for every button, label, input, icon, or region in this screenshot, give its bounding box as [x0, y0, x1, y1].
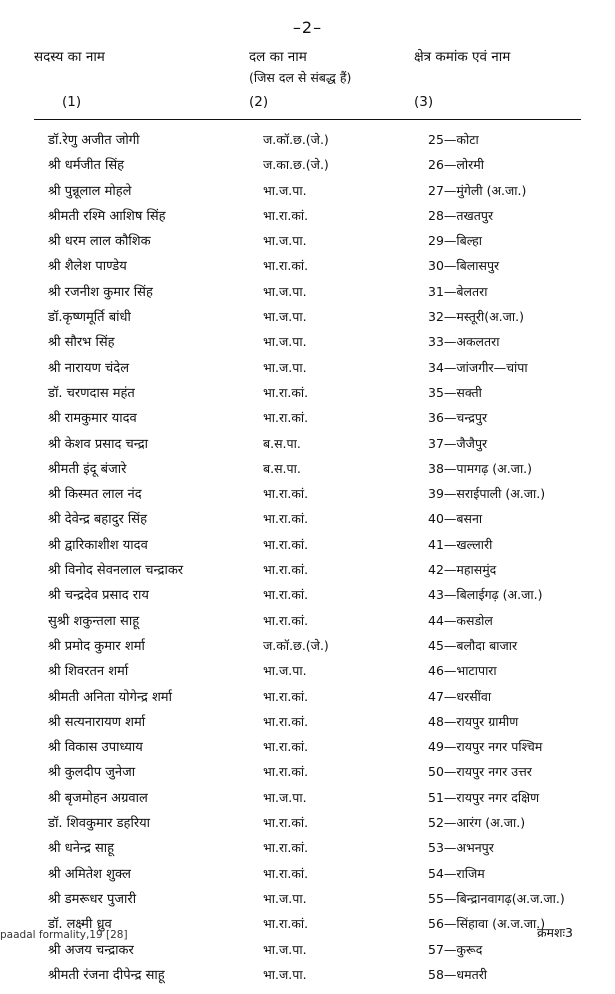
member-name: श्री डमरूधर पुजारी [48, 891, 137, 907]
party-name: भा.ज.पा. [263, 941, 307, 957]
member-name: श्री केशव प्रसाद चन्द्रा [48, 436, 149, 452]
page-number: –2– [292, 18, 323, 37]
party-name: भा.रा.कां. [263, 384, 309, 400]
constituency-name: 50—रायपुर नगर उत्तर [428, 764, 532, 780]
table-row [34, 207, 581, 235]
member-name: श्री देवेन्द्र बहादुर सिंह [48, 512, 147, 528]
constituency-name: 42—महासमुंद [428, 562, 497, 578]
constituency-name: 52—आरंग (अ.जा.) [428, 815, 526, 831]
member-name: डॉ. लक्ष्मी ध्रुव [48, 917, 112, 933]
constituency-name: 38—पामगढ़ (अ.जा.) [428, 460, 533, 476]
table-row [34, 741, 581, 766]
party-name: भा.रा.कां. [263, 258, 309, 274]
table-row [34, 460, 581, 488]
constituency-name: 56—सिंहावा (अ.ज.जा.) [428, 916, 546, 932]
table-row [34, 336, 581, 361]
constituency-name: 33—अकलतरा [428, 334, 500, 350]
table-row [34, 311, 581, 336]
constituency-name: 29—बिल्हा [428, 233, 483, 249]
constituency-name: 57—कुरूद [428, 941, 483, 957]
column-number-2: (2) [249, 94, 269, 110]
member-name: श्री नारायण चंदेल [48, 360, 130, 376]
table-row [34, 766, 581, 791]
page-footer [0, 924, 615, 941]
constituency-name: 40—बसना [428, 511, 483, 527]
column-subheader-party: (जिस दल से संबद्ध हैं) [249, 70, 352, 85]
member-name: श्रीमती रश्मि आशिष सिंह [48, 208, 166, 224]
party-name: भा.ज.पा. [263, 334, 307, 350]
party-name: भा.ज.पा. [263, 233, 307, 249]
table-row [34, 789, 581, 817]
party-name: ब.स.पा. [263, 460, 301, 476]
column-header-constituency: क्षेत्र कमांक एवं नाम [414, 49, 511, 65]
table-row [34, 412, 581, 437]
party-name: भा.रा.कां. [263, 486, 309, 502]
table-row [34, 865, 581, 893]
member-name: श्रीमती इंदू बंजारे [48, 461, 127, 477]
table-row [34, 665, 581, 690]
party-name: भा.रा.कां. [263, 713, 309, 729]
party-name: भा.ज.पा. [263, 789, 307, 805]
table-row [34, 134, 581, 159]
constituency-name: 26—लोरमी [428, 157, 484, 173]
header-row-subtitle [34, 69, 581, 86]
table-row [34, 283, 581, 311]
constituency-name: 25—कोटा [428, 132, 479, 147]
table-row [34, 260, 581, 285]
table-row [34, 637, 581, 665]
table-row [34, 817, 581, 842]
column-header-party: दल का नाम [249, 49, 307, 65]
member-name: श्री किस्मत लाल नंद [48, 487, 142, 503]
table-header [34, 47, 581, 110]
member-name: श्री चन्द्रदेव प्रसाद राय [48, 588, 149, 604]
member-name: डॉ. शिवकुमार डहरिया [48, 816, 151, 832]
table-row [34, 182, 581, 210]
constituency-name: 36—चन्द्रपुर [428, 410, 488, 426]
member-name: डॉ.कृष्णमूर्ति बांधी [48, 310, 131, 326]
member-name: श्री अजय चन्द्राकर [48, 942, 134, 958]
party-name: भा.रा.कां. [263, 511, 309, 527]
party-name: भा.रा.कां. [263, 587, 309, 603]
party-name: भा.रा.कां. [263, 739, 309, 755]
party-name: भा.रा.कां. [263, 536, 309, 552]
member-name: श्री द्वारिकाशीश यादव [48, 537, 148, 553]
constituency-name: 41—खल्लारी [428, 536, 493, 552]
table-row [34, 713, 581, 741]
member-name: श्री बृजमोहन अग्रवाल [48, 790, 148, 806]
table-row [34, 359, 581, 387]
table-row [34, 966, 581, 994]
member-name: सुश्री शकुन्तला साहू [48, 613, 140, 629]
table-row [34, 941, 581, 969]
party-name: भा.ज.पा. [263, 359, 307, 375]
column-header-name: सदस्य का नाम [34, 49, 105, 65]
member-name: श्री शैलेश पाण्डेय [48, 259, 127, 275]
constituency-name: 58—धमतरी [428, 966, 488, 982]
member-name: श्री पुन्नूलाल मोहले [48, 183, 132, 199]
column-number-3: (3) [414, 94, 434, 110]
party-name: भा.रा.कां. [263, 207, 309, 223]
party-name: भा.रा.कां. [263, 764, 309, 780]
table-row [34, 235, 581, 260]
constituency-name: 27—मुंगेली (अ.जा.) [428, 182, 527, 198]
table-row [34, 513, 581, 538]
member-name: डॉ. चरणदास महंत [48, 385, 135, 401]
member-name: श्री धरम लाल कौशिक [48, 234, 151, 250]
table-row [34, 435, 581, 463]
constituency-name: 34—जांजगीर—चांपा [428, 359, 528, 375]
party-name: भा.रा.कां. [263, 612, 309, 628]
party-name: भा.रा.कां. [263, 840, 309, 856]
constituency-name: 54—राजिम [428, 865, 485, 881]
constituency-name: 43—बिलाईगढ़ (अ.जा.) [428, 587, 543, 603]
table-row [34, 890, 581, 918]
footer-continued: क्रमशः3 [536, 925, 573, 940]
member-name: श्री सत्यनारायण शर्मा [48, 714, 146, 730]
party-name: भा.ज.पा. [263, 283, 307, 299]
table-row [34, 488, 581, 513]
table-row [34, 612, 581, 640]
member-name: श्री रजनीश कुमार सिंह [48, 284, 153, 300]
party-name: भा.रा.कां. [263, 410, 309, 426]
constituency-name: 37—जैजैपुर [428, 435, 488, 451]
member-name: श्री प्रमोद कुमार शर्मा [48, 638, 145, 654]
member-name: डॉ.रेणु अजीत जोगी [48, 133, 140, 148]
party-name: ज.कॉ.छ.(जे.) [263, 132, 329, 147]
table-row [34, 842, 581, 867]
constituency-name: 47—धरसींवा [428, 688, 492, 704]
table-body [34, 134, 581, 994]
party-name: भा.ज.पा. [263, 890, 307, 906]
member-name: श्री विकास उपाध्याय [48, 740, 143, 756]
header-divider [34, 119, 581, 120]
party-name: भा.रा.कां. [263, 865, 309, 881]
party-name: भा.रा.कां. [263, 688, 309, 704]
member-name: श्री रामकुमार यादव [48, 411, 137, 427]
constituency-name: 31—बेलतरा [428, 283, 488, 299]
table-row [34, 536, 581, 564]
constituency-name: 49—रायपुर नगर पश्चिम [428, 739, 543, 755]
header-row-titles [34, 47, 581, 65]
constituency-name: 35—सक्ती [428, 384, 482, 400]
header-row-numbers [34, 94, 581, 110]
constituency-name: 39—सराईपाली (अ.जा.) [428, 486, 546, 502]
member-name: श्री विनोद सेवनलाल चन्द्राकर [48, 563, 184, 579]
column-number-1: (1) [62, 94, 82, 110]
party-name: भा.ज.पा. [263, 966, 307, 982]
table-row [34, 159, 581, 184]
constituency-name: 30—बिलासपुर [428, 258, 500, 274]
member-name: श्री सौरभ सिंह [48, 335, 115, 351]
constituency-name: 44—कसडोल [428, 612, 493, 628]
party-name: ज.का.छ.(जे.) [263, 157, 329, 173]
member-name: श्री शिवरतन शर्मा [48, 664, 129, 680]
constituency-name: 51—रायपुर नगर दक्षिण [428, 789, 540, 805]
constituency-name: 32—मस्तूरी(अ.जा.) [428, 309, 524, 325]
party-name: भा.रा.कां. [263, 916, 309, 932]
constituency-name: 45—बलौदा बाजार [428, 637, 518, 653]
constituency-name: 55—बिन्द्रानवागढ़(अ.ज.जा.) [428, 890, 565, 906]
party-name: भा.रा.कां. [263, 815, 309, 831]
constituency-name: 53—अभनपुर [428, 840, 494, 856]
party-name: ज.कॉ.छ.(जे.) [263, 637, 329, 653]
table-row [34, 384, 581, 412]
member-name: श्री कुलदीप जुनेजा [48, 765, 136, 781]
table-row [34, 688, 581, 716]
constituency-name: 48—रायपुर ग्रामीण [428, 713, 519, 729]
member-name: श्रीमती अनिता योगेन्द्र शर्मा [48, 689, 172, 705]
party-name: भा.ज.पा. [263, 663, 307, 679]
table-row [34, 564, 581, 589]
table-row [34, 589, 581, 614]
member-name: श्री धर्मजीत सिंह [48, 158, 125, 174]
member-name: श्रीमती रंजना दीपेन्द्र साहू [48, 967, 165, 983]
footer-note: paadal formality,19 [28] [0, 929, 128, 941]
constituency-name: 28—तखतपुर [428, 207, 494, 223]
party-name: ब.स.पा. [263, 435, 301, 451]
party-name: भा.ज.पा. [263, 309, 307, 325]
party-name: भा.ज.पा. [263, 182, 307, 198]
party-name: भा.रा.कां. [263, 562, 309, 578]
constituency-name: 46—भाटापारा [428, 663, 497, 679]
member-name: श्री अमितेश शुक्ल [48, 866, 131, 882]
member-name: श्री धनेन्द्र साहू [48, 841, 115, 857]
